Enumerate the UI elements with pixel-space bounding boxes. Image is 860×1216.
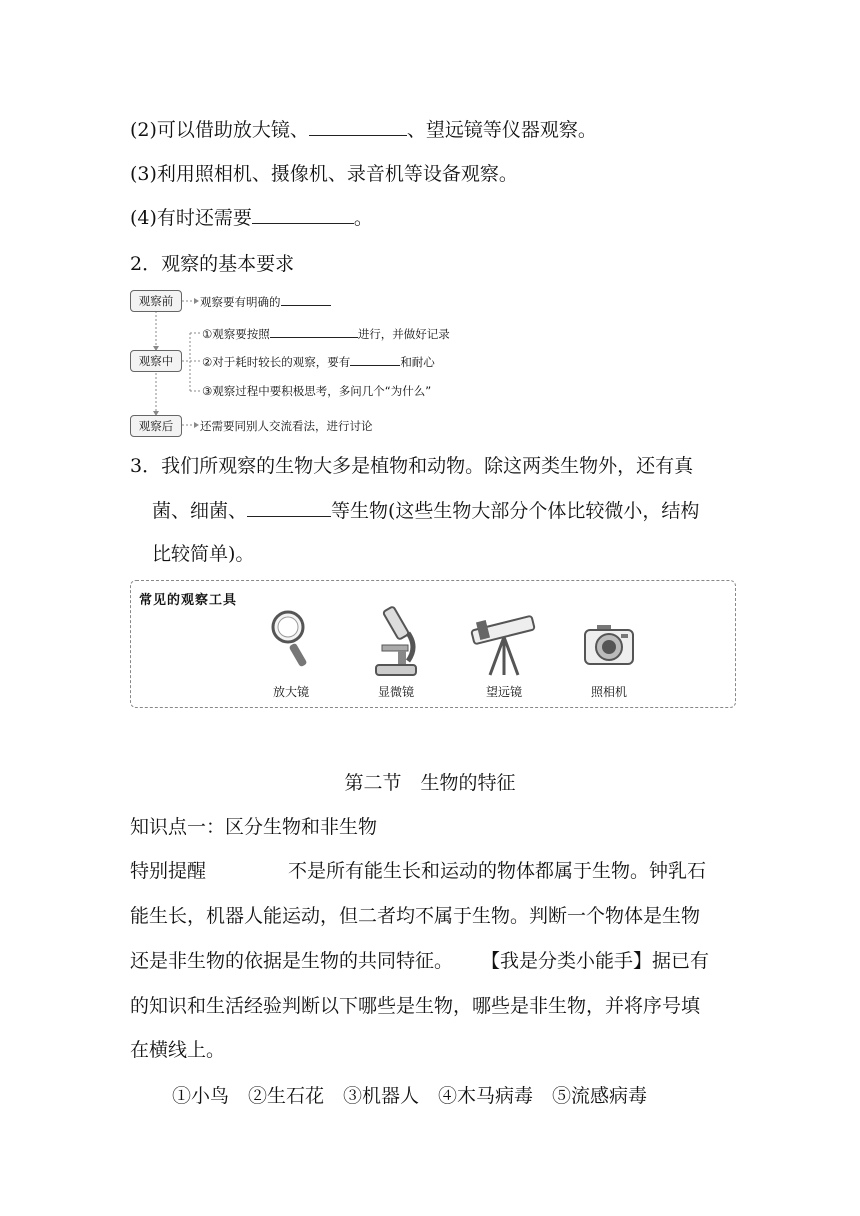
answer-blank[interactable] bbox=[350, 353, 400, 366]
stage-before-text: 观察要有明确的 bbox=[200, 293, 331, 310]
tip-line-2: 能生长，机器人能运动，但二者均不属于生物。判断一个物体是生物 bbox=[130, 905, 701, 927]
observation-requirements-diagram bbox=[130, 290, 510, 438]
tip-line-5: 在横线上。 bbox=[130, 1039, 226, 1061]
item-2-text: (2)可以借助放大镜、 bbox=[130, 119, 309, 141]
tool-camera bbox=[569, 603, 649, 700]
stage-before-label: 观察前 bbox=[130, 290, 182, 312]
heading-text: 2．观察的基本要求 bbox=[130, 253, 295, 275]
section-heading-2 bbox=[130, 252, 294, 276]
tools-title: 常见的观察工具 bbox=[139, 593, 238, 608]
tip-line-3 bbox=[130, 949, 709, 973]
item-4-text-end: 。 bbox=[353, 207, 373, 229]
tool-microscope bbox=[356, 603, 436, 700]
paragraph-text: 等生物(这些生物大部分个体比较微小，结构 bbox=[331, 500, 700, 522]
tip-text: 还是非生物的依据是生物的共同特征。 bbox=[130, 950, 454, 972]
stage-during-label: 观察中 bbox=[130, 350, 182, 372]
stage-after-label: 观察后 bbox=[130, 415, 182, 437]
item-3-line bbox=[130, 162, 518, 186]
answer-blank[interactable] bbox=[252, 205, 354, 224]
answer-blank[interactable] bbox=[247, 498, 331, 517]
item-3-text: (3)利用照相机、摄像机、录音机等设备观察。 bbox=[130, 163, 518, 185]
item-3-paragraph-line-2 bbox=[152, 498, 699, 523]
tip-line-1 bbox=[130, 859, 706, 883]
item-3-paragraph-line-3 bbox=[152, 542, 254, 566]
telescope-icon bbox=[466, 603, 542, 681]
section-title: 第二节 生物的特征 bbox=[344, 772, 516, 794]
stage-after-text: 还需要同别人交流看法，进行讨论 bbox=[200, 419, 373, 433]
stage-during-item-3: ③观察过程中要积极思考，多问几个“为什么” bbox=[202, 384, 432, 398]
item-4-text: (4)有时还需要 bbox=[130, 207, 252, 229]
paragraph-text: 3．我们所观察的生物大多是植物和动物。除这两类生物外，还有真 bbox=[130, 455, 694, 477]
knowledge-point-1: 知识点一：区分生物和非生物 bbox=[130, 816, 378, 838]
tip-line-4: 的知识和生活经验判断以下哪些是生物，哪些是非生物，并将序号填 bbox=[130, 995, 701, 1017]
tool-label: 照相机 bbox=[590, 685, 627, 699]
tip-text: 【我是分类小能手】据已有 bbox=[481, 950, 710, 972]
paragraph-text: 菌、细菌、 bbox=[152, 500, 248, 522]
tool-label: 显微镜 bbox=[377, 685, 414, 699]
tool-magnifier bbox=[251, 603, 331, 700]
microscope-icon bbox=[368, 603, 424, 681]
tool-label: 放大镜 bbox=[272, 685, 309, 699]
stage-during-item-1: ①观察要按照 进行，并做好记录 bbox=[202, 327, 450, 341]
paragraph-text: 比较简单)。 bbox=[152, 543, 255, 565]
tool-telescope bbox=[464, 603, 544, 700]
answer-blank[interactable] bbox=[309, 117, 407, 136]
options-line: ①小鸟 ②生石花 ③机器人 ④木马病毒 ⑤流感病毒 bbox=[172, 1085, 648, 1107]
camera-icon bbox=[581, 603, 637, 681]
tip-label: 特别提醒 bbox=[130, 860, 207, 882]
answer-blank[interactable] bbox=[281, 293, 331, 306]
tip-text: 不是所有能生长和运动的物体都属于生物。钟乳石 bbox=[288, 860, 707, 882]
stage-during-item-2: ②对于耗时较长的观察，要有 和耐心 bbox=[202, 355, 435, 369]
magnifier-icon bbox=[266, 603, 316, 681]
item-2-text-end: 、望远镜等仪器观察。 bbox=[406, 119, 597, 141]
item-2-line bbox=[130, 117, 597, 142]
observation-tools-box bbox=[130, 580, 736, 708]
answer-blank[interactable] bbox=[270, 325, 358, 338]
item-3-paragraph-line-1 bbox=[130, 454, 693, 478]
item-4-line bbox=[130, 205, 373, 230]
tool-label: 望远镜 bbox=[485, 685, 522, 699]
